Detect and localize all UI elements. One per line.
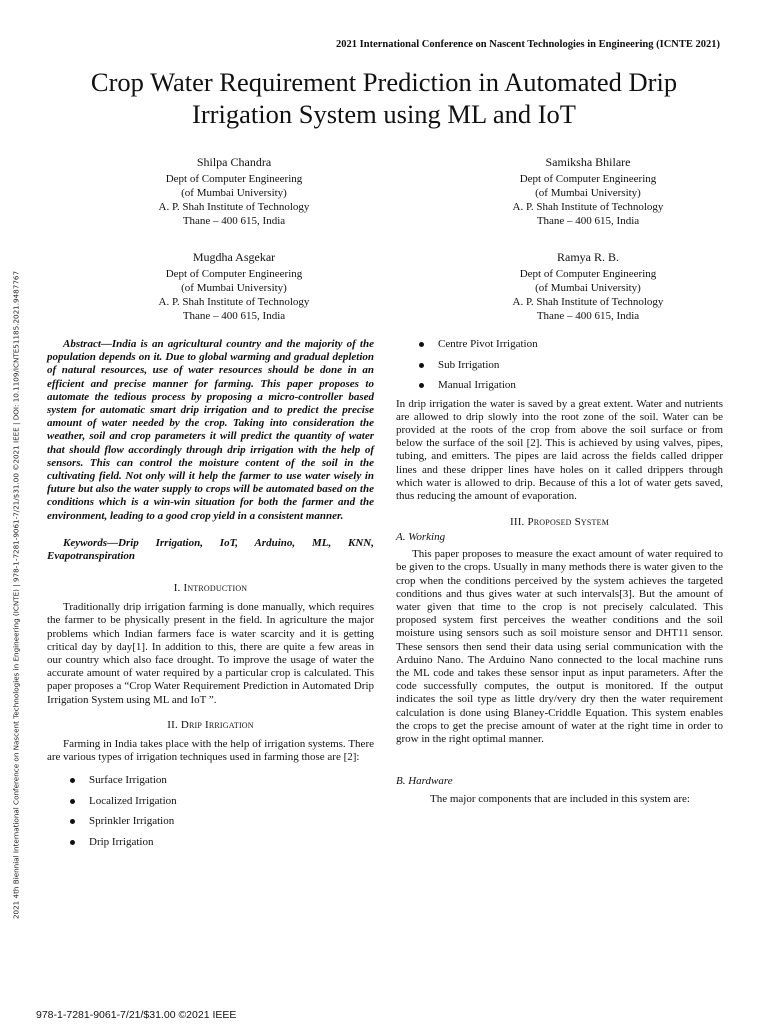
author-block bbox=[438, 250, 738, 323]
drip-irrigation-text-2: In drip irrigation the water is saved by a great extent. Water and nutrients are allowed to drip slowly into the root zone of the soil. Water can be provided at the roots of the crop from above the soil surface or from below the surface of the soil [2]. This is achieved by using valves, pipes, tubing, and emitters. The pipes are laid across the fields called dripper lines and these dripper lines have holes on it called drippers through which water is allowed to drip. Because of this a lot of water gets saved, thus reducing the amount of evaporation. bbox=[396, 397, 723, 502]
author-dept: Dept of Computer Engineering bbox=[165, 173, 303, 185]
author-block bbox=[438, 155, 738, 228]
keywords-lead: Keywords— bbox=[63, 536, 118, 549]
working-text: This paper proposes to measure the exact amount of water required to be given to the crops. Usually in many methods there is water given to the crop when the conditions perceived by the system achieves the targeted conditions and thus gives water at such intervals[3]. But the amount of water given that time to the crop is not precisely calculated. This proposed system first perceives the weather conditions and the soil moisture using sensors such as soil moisture sensor and DHT11 sensor. These sensors then send their data using serial communication with the Arduino Nano. The Arduino Nano connected to the local machine runs the ML code and takes these sensor input as input parameters. After the code successfully computes, the output is monitored. If the output indicates the soil type as little dry/very dry then the water requirement calculation is done using Blaney-Criddle Equation. This system enables the crops to get the precise amount of water at the right time in order to grow in the right optimal manner. bbox=[396, 548, 723, 745]
subsection-heading-hardware: B. Hardware bbox=[396, 775, 453, 788]
author-city: Thane – 400 615, India bbox=[182, 215, 286, 227]
side-citation bbox=[9, 240, 23, 950]
author-block bbox=[84, 250, 384, 323]
abstract bbox=[47, 338, 374, 523]
list-item: Manual Irrigation bbox=[396, 375, 723, 396]
list-item: Sub Irrigation bbox=[396, 355, 723, 376]
list-item: Surface Irrigation bbox=[47, 770, 374, 791]
page-footer: 978-1-7281-9061-7/21/$31.00 ©2021 IEEE bbox=[36, 1009, 237, 1021]
author-city: Thane – 400 615, India bbox=[536, 310, 640, 322]
section-heading-drip-irrigation: II. Drip Irrigation bbox=[167, 718, 254, 731]
subsection-heading-working: A. Working bbox=[396, 531, 446, 544]
list-item: Centre Pivot Irrigation bbox=[396, 334, 723, 355]
abstract-text: India is an agricultural country and the majority of the population depends on it. Due to global warming and gradual depletion of natural resources, use of water resources should be done in an efficient and precise manner for farming. This paper proposes to automate the tedious process by proposing a micro-controller based system for automatic smart drip irrigation and to predict the precise amount of water needed by the crop. Taking into consideration the weather, soil and crop parameters it will predict the quantity of water that should flow accordingly through drip irrigation with the help of sensors. This can control the moisture content of the soil in the cultivating field. Not only will it help the farmer to use water wisely in future but also the water supply to crops will be automated based on the conditions which is a win-win situation for both the farmer and the environment, leading to a good crop yield in a consistent manner. bbox=[47, 338, 374, 522]
author-dept: Dept of Computer Engineering bbox=[519, 173, 657, 185]
abstract-lead: Abstract— bbox=[63, 338, 112, 350]
author-name: Mugdha Asgekar bbox=[192, 250, 276, 264]
section-heading-proposed-system: III. Proposed System bbox=[509, 516, 610, 529]
author-name: Ramya R. B. bbox=[557, 250, 619, 264]
author-name: Samiksha Bhilare bbox=[545, 155, 631, 169]
author-dept: Dept of Computer Engineering bbox=[519, 268, 657, 280]
author-univ: (of Mumbai University) bbox=[535, 282, 641, 294]
left-column bbox=[47, 338, 374, 852]
irrigation-types-list bbox=[47, 770, 374, 852]
author-city: Thane – 400 615, India bbox=[536, 215, 640, 227]
author-inst: A. P. Shah Institute of Technology bbox=[512, 296, 664, 308]
drip-irrigation-text: Farming in India takes place with the help of irrigation systems. There are various types of irrigation techniques used in farming those are [2]: bbox=[47, 737, 374, 764]
author-inst: A. P. Shah Institute of Technology bbox=[158, 201, 310, 213]
author-dept: Dept of Computer Engineering bbox=[165, 268, 303, 280]
keywords bbox=[47, 537, 374, 563]
author-city: Thane – 400 615, India bbox=[182, 310, 286, 322]
author-univ: (of Mumbai University) bbox=[181, 282, 287, 294]
author-block bbox=[84, 155, 384, 228]
list-item: Drip Irrigation bbox=[47, 832, 374, 853]
hardware-text: The major components that are included in this system are: bbox=[430, 793, 690, 806]
author-univ: (of Mumbai University) bbox=[181, 187, 287, 199]
conference-header: 2021 International Conference on Nascent Technologies in Engineering (ICNTE 2021) bbox=[336, 39, 720, 50]
introduction-text: Traditionally drip irrigation farming is done manually, which requires the farmer to be physically present in the field. In agriculture the major problems which Indian farmers face is water scarcity and it is getting critical day by day[1]. In addition to this, there are quite a few areas in our country which also face drought. To improve the usage of water the accurate amount of water required by a particular crop is calculated. This paper proposes a “Crop Water Requirement Prediction in Automated Drip Irrigation System using ML and IoT ”. bbox=[47, 601, 374, 706]
keywords-text: Drip Irrigation, IoT, Arduino, ML, KNN, Evapotranspiration bbox=[47, 536, 374, 563]
list-item: Localized Irrigation bbox=[47, 791, 374, 812]
paper-title: Crop Water Requirement Prediction in Automated Drip Irrigation System using ML and IoT bbox=[90, 67, 678, 129]
list-item: Sprinkler Irrigation bbox=[47, 811, 374, 832]
author-name: Shilpa Chandra bbox=[196, 155, 272, 169]
side-citation-text: 2021 4th Biennial International Conference on Nascent Technologies in Engineering (ICNTE) | 978-1-7281-9061-7/21/$31.00 ©2021 IEEE | DOI: 10.1109/ICNTE51185.2021.9487767 bbox=[11, 270, 21, 920]
author-univ: (of Mumbai University) bbox=[535, 187, 641, 199]
right-column bbox=[396, 334, 723, 806]
section-heading-introduction: I. Introduction bbox=[173, 582, 248, 595]
author-inst: A. P. Shah Institute of Technology bbox=[512, 201, 664, 213]
irrigation-types-list-continued bbox=[396, 334, 723, 396]
author-inst: A. P. Shah Institute of Technology bbox=[158, 296, 310, 308]
